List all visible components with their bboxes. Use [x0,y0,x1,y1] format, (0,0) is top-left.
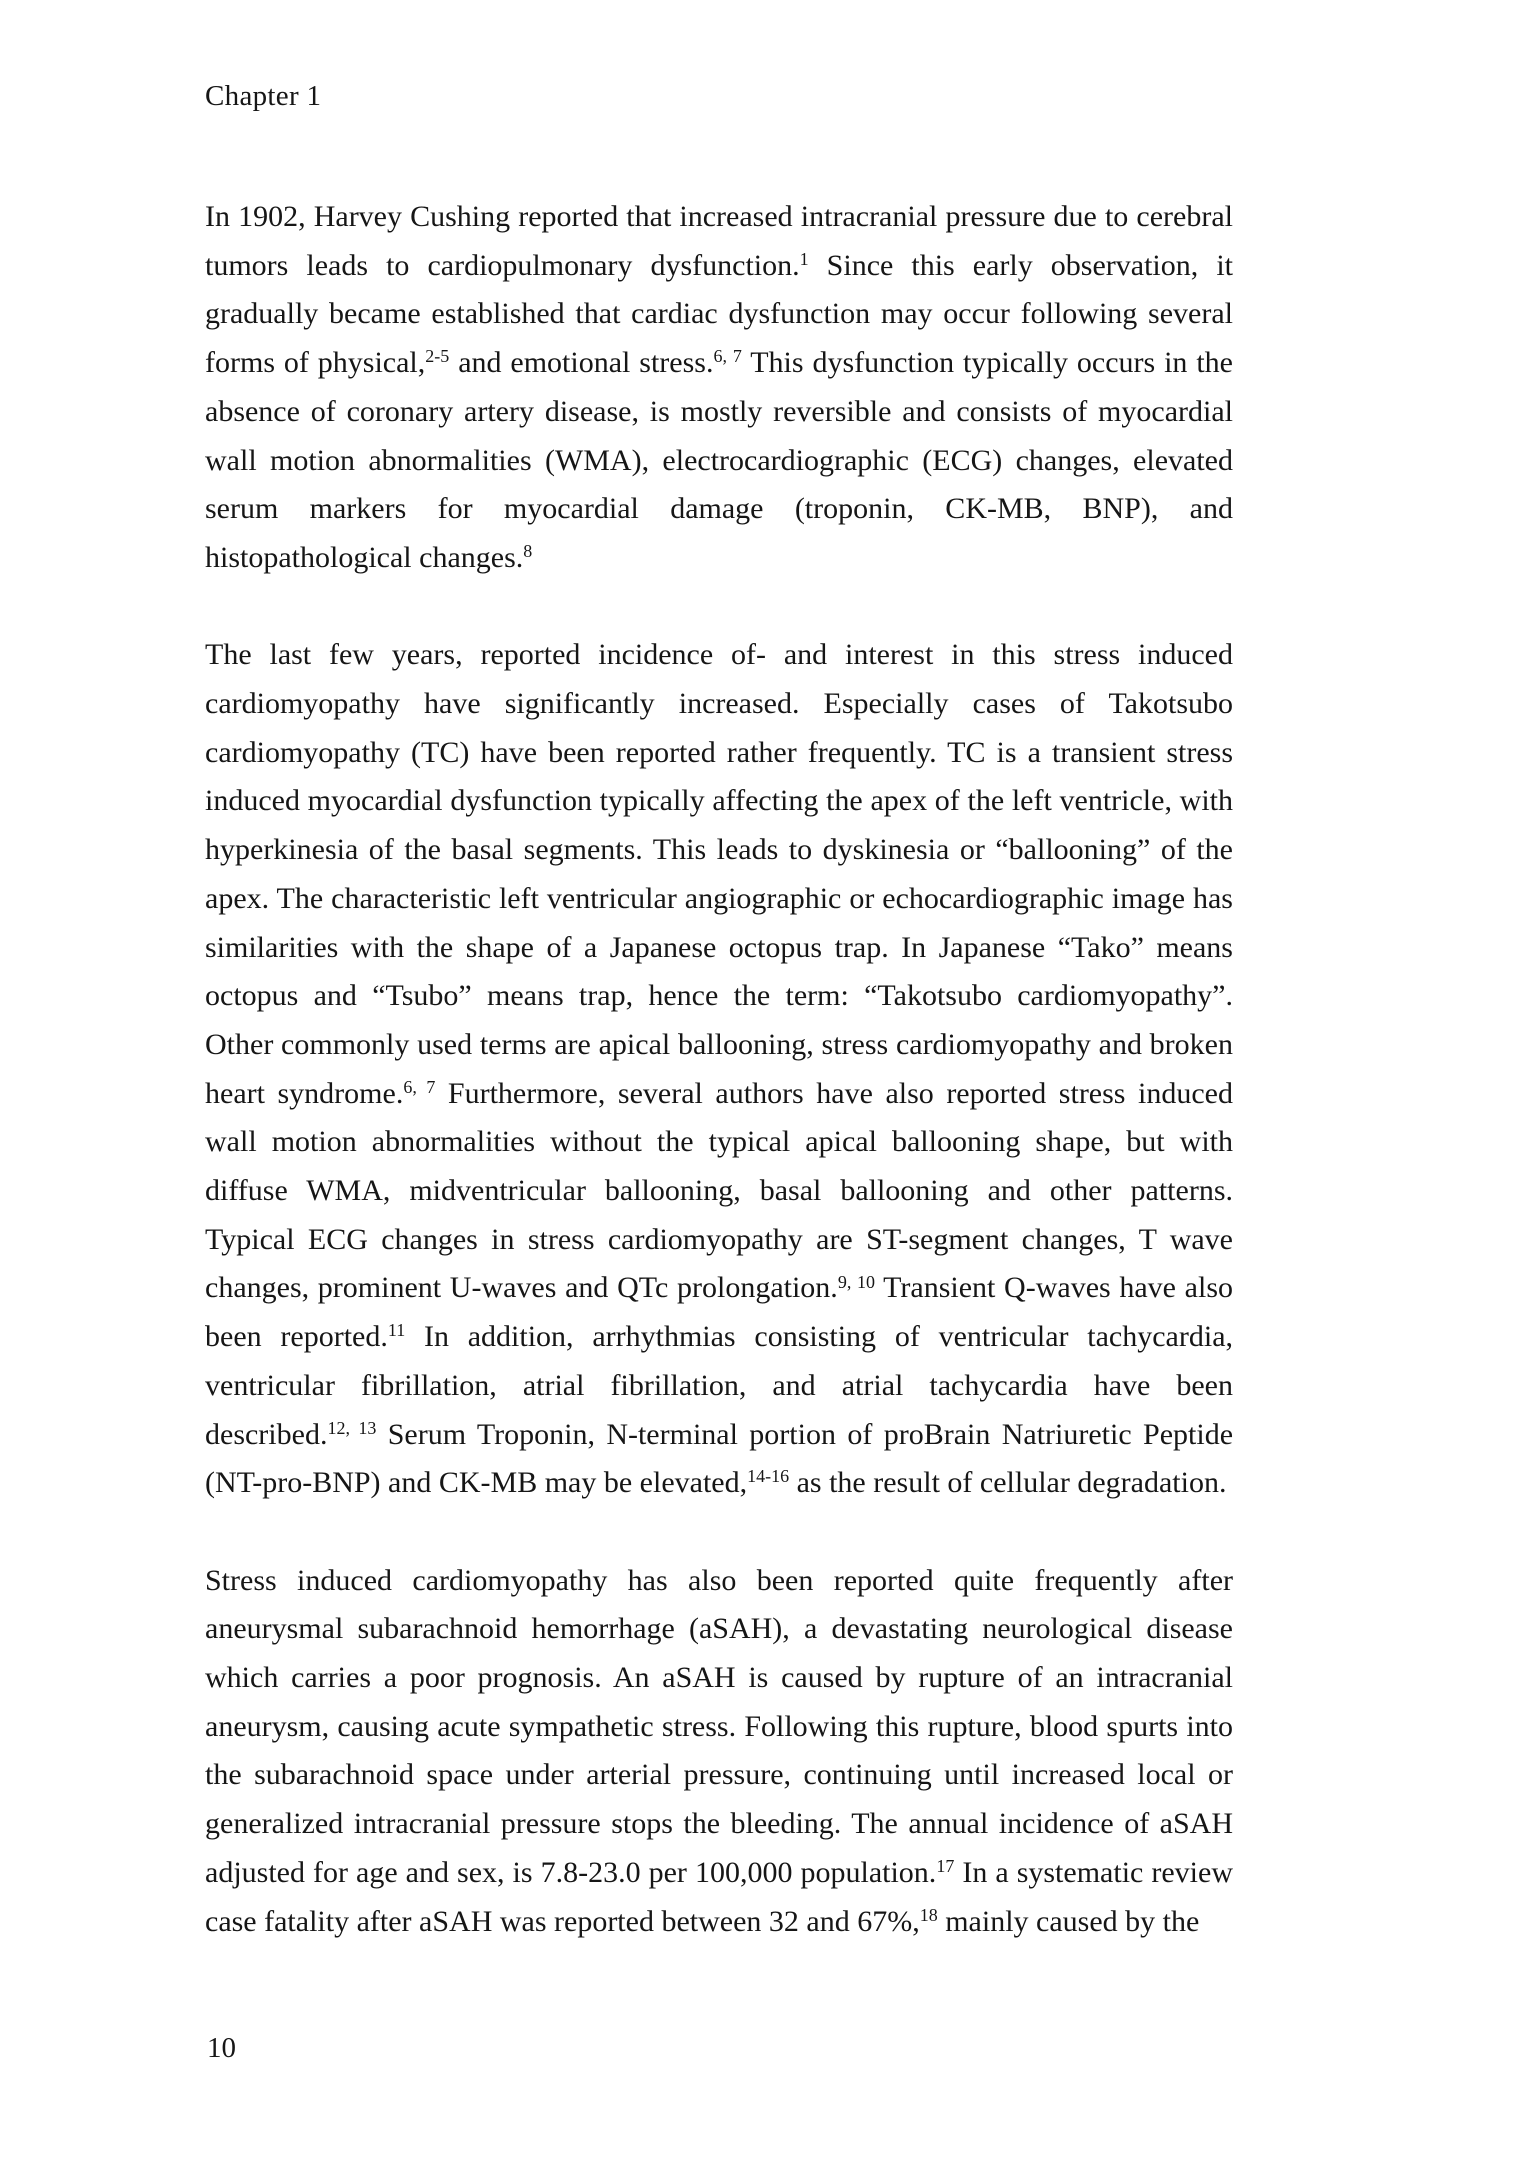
footnote-reference: 6, 7 [403,1076,436,1097]
footnote-reference: 8 [523,541,533,562]
footnote-reference: 9, 10 [837,1271,875,1292]
page-body [205,193,1233,1946]
paragraph-2: The last few years, reported incidence of- and interest in this stress induced cardiomyopathy have significantly increased. Especially cases of Takotsubo cardiomyopathy (TC) have been reported rather frequently. TC is a transient stress induced myocardial dysfunction typically affecting the apex of the left ventricle, with hyperkinesia of the basal segments. This leads to dyskinesia or “ballooning” of the apex. The characteristic left ventricular angiographic or echocardiographic image has similarities with the shape of a Japanese octopus trap. In Japanese “Tako” means octopus and “Tsubo” means trap, hence the term: “Takotsubo cardiomyopathy”. Other commonly used terms are apical ballooning, stress cardiomyopathy and broken heart syndrome.$^{6, 7}$ Furthermore, several authors have also reported stress induced wall motion abnormalities without the typical apical ballooning shape, but with diffuse WMA, midventricular ballooning, basal ballooning and other patterns. Typical ECG changes in stress cardiomyopathy are ST-segment changes, T wave changes, prominent U-waves and QTc prolongation.$^{9, 10}$ Transient Q-waves have also been reported.$^{11}$ In addition, arrhythmias consisting of ventricular tachycardia, ventricular fibrillation, atrial fibrillation, and atrial tachycardia have been described.$^{12, 13}$ Serum Troponin, N-terminal portion of proBrain Natriuretic Peptide (NT-pro-BNP) and CK-MB may be elevated,$^{14-16}$ as the result of cellular degradation. [205,638,1234,1500]
running-header: Chapter 1 [205,80,322,112]
footnote-reference: 12, 13 [327,1417,377,1438]
footnote-reference: 14-16 [747,1466,790,1487]
paragraph-3: Stress induced cardiomyopathy has also been reported quite frequently after aneurysmal subarachnoid hemorrhage (aSAH), a devastating neurological disease which carries a poor prognosis. An aSAH is caused by rupture of an intracranial aneurysm, causing acute sympathetic stress. Following this rupture, blood spurts into the subarachnoid space under arterial pressure, continuing until increased local or generalized intracranial pressure stops the bleeding. The annual incidence of aSAH adjusted for age and sex, is 7.8-23.0 per 100,000 population.$^{17}$ In a systematic review case fatality after aSAH was reported between 32 and 67%,$^{18}$ mainly caused by the [205,1563,1233,1938]
page-number: 10 [207,2032,236,2064]
footnote-reference: 2-5 [425,346,450,367]
paragraph-1: In 1902, Harvey Cushing reported that increased intracranial pressure due to cerebral tumors leads to cardiopulmonary dysfunction.$^1$ Since this early observation, it gradually became established that cardiac dysfunction may occur following several forms of physical,$^{2-5}$ and emotional stress.$^{6, 7}$ This dysfunction typically occurs in the absence of coronary artery disease, is mostly reversible and consists of myocardial wall motion abnormalities (WMA), electrocardiographic (ECG) changes, elevated serum markers for myocardial damage (troponin, CK-MB, BNP), and histopathological changes.$^8$ [205,200,1233,574]
footnote-reference: 11 [387,1320,406,1341]
footnote-reference: 18 [919,1904,938,1925]
footnote-reference: 17 [936,1855,955,1876]
footnote-reference: 1 [799,248,809,269]
footnote-reference: 6, 7 [713,346,742,367]
